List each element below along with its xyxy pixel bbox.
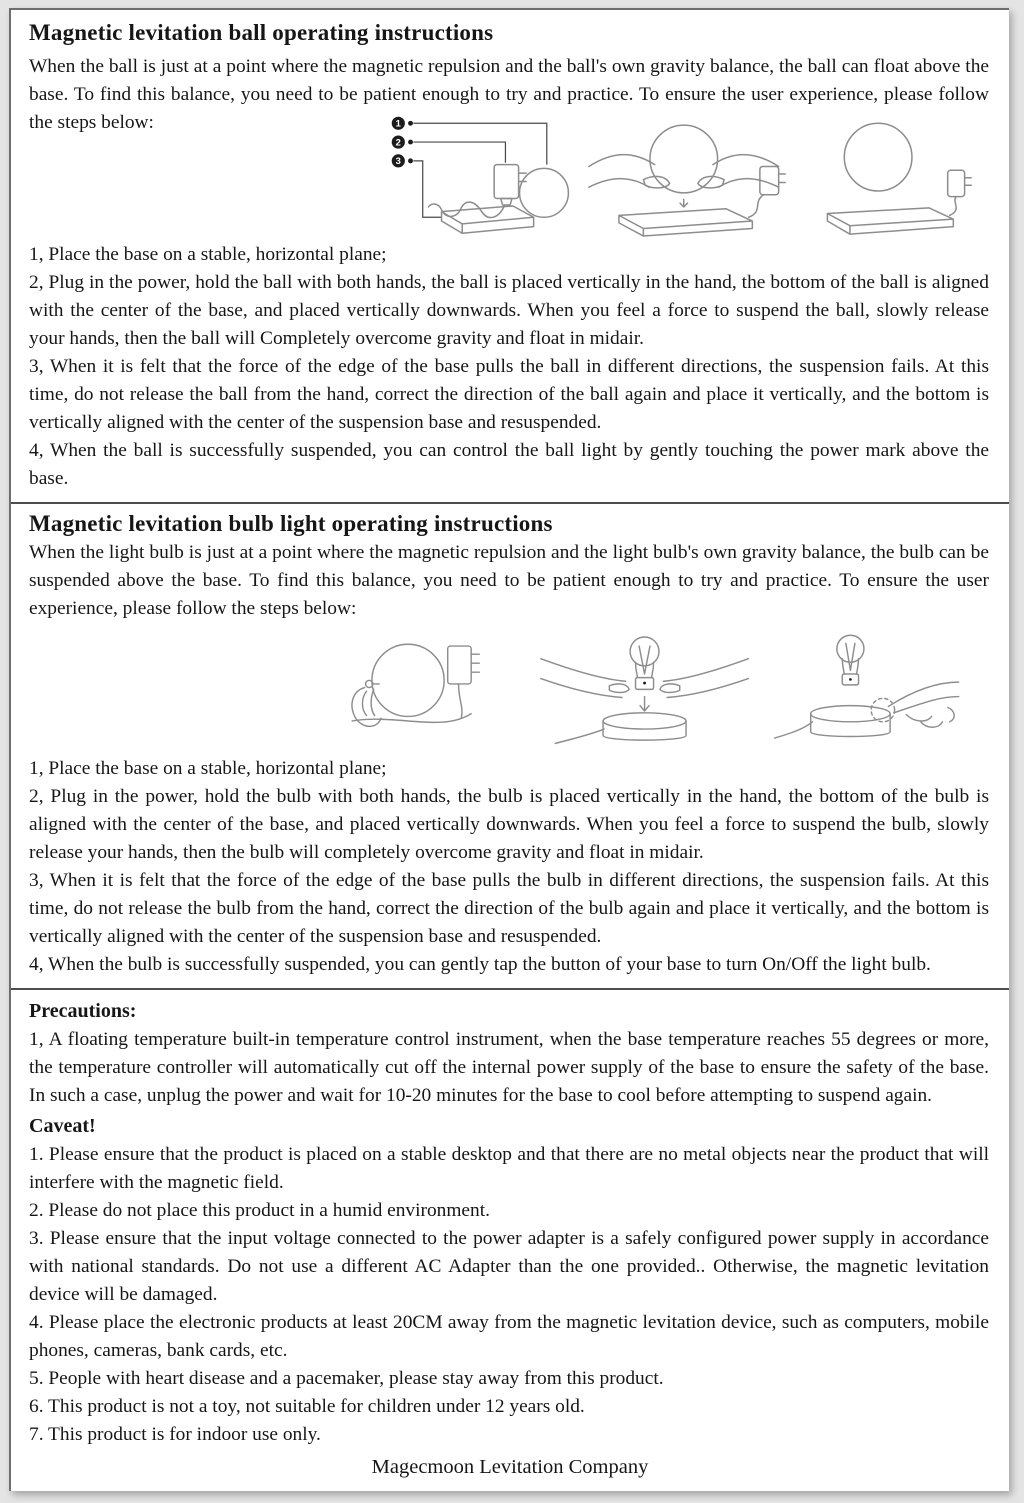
ball-diagrams [387, 111, 989, 237]
pointing-hand-icon [888, 682, 958, 727]
ball-intro-paragraph: When the ball is just at a point where the magnetic repulsion and the ball's own gravity balance, the ball can float above the base. To find this balance, you need to be patient enough to try and practice. To ensure the user experience, please follow the steps below: [29, 56, 989, 133]
left-hand-icon [541, 659, 629, 698]
right-hand-icon [698, 155, 779, 188]
round-base-icon [603, 713, 686, 740]
ball-step-1: 1, Place the base on a stable, horizontal plane; [29, 244, 387, 265]
base-box-icon [827, 208, 953, 234]
power-adapter-icon [948, 170, 971, 196]
caveat-heading: Caveat! [29, 1115, 96, 1137]
section-divider [11, 988, 1009, 990]
manual-page [9, 8, 1009, 1491]
bulb-step-3: 3, When it is felt that the force of the edge of the base pulls the bulb in different directions, the suspension fails. At this time, do not release the bulb from the hand, correct the direction of the bulb again and place it vertically, and the bottom is vertically aligned with the center of the suspension base and resuspended. [29, 870, 989, 947]
ball-parts-setup-diagram [387, 112, 575, 237]
power-cable-icon [555, 729, 604, 743]
round-base-icon [372, 644, 444, 716]
caveat-item-3: 3. Please ensure that the input voltage connected to the power adapter is a safely configured power supply in accordance with national standards. Do not use a different AC Adapter than the one provided.. Otherwise, the magnetic levitation device will be damaged. [29, 1228, 989, 1305]
caveat-item-5: 5. People with heart disease and a pacemaker, please stay away from this product. [29, 1368, 664, 1389]
callout-2-label: 2 [395, 136, 401, 148]
section-divider [11, 502, 1009, 504]
light-bulb-icon [630, 637, 659, 689]
ball-section-title: Magnetic levitation ball operating instructions [29, 20, 494, 45]
levitation-ball-icon [520, 168, 569, 217]
power-adapter-icon [448, 646, 480, 718]
caveat-item-7: 7. This product is for indoor use only. [29, 1424, 321, 1445]
power-cable-icon [950, 197, 957, 216]
caveat-item-1: 1. Please ensure that the product is placed on a stable desktop and that there are no metal objects near the product that will interfere with the magnetic field. [29, 1144, 989, 1193]
base-box-icon [442, 206, 534, 233]
bulb-plug-in-diagram [325, 628, 519, 748]
power-cable-icon [749, 195, 764, 218]
hold-bulb-over-base-diagram [539, 628, 751, 748]
down-arrow-icon [640, 697, 649, 711]
callout-1-label: 1 [395, 117, 401, 129]
levitation-ball-icon [844, 123, 912, 191]
callout-badges [392, 117, 413, 168]
bulb-step-2: 2, Plug in the power, hold the bulb with both hands, the bulb is placed vertically in the hand, the bottom of the bulb is aligned with the center of the base, and placed vertically downwards. When you feel a force to suspend the bulb, slowly release your hands, then the bulb will completely overcome gravity and float in midair. [29, 786, 989, 863]
bulb-section-title: Magnetic levitation bulb light operating instructions [29, 511, 553, 536]
precautions-heading: Precautions: [29, 1000, 137, 1022]
light-bulb-icon [837, 635, 864, 685]
bulb-intro-paragraph: When the light bulb is just at a point where the magnetic repulsion and the light bulb's own gravity balance, the bulb can be suspended above the base. To find this balance, you need to be patient enough to try and practice. To ensure the user experience, please follow the steps below: [29, 542, 989, 619]
bulb-diagrams [325, 626, 989, 748]
bulb-step-1: 1, Place the base on a stable, horizontal plane; [29, 758, 387, 779]
bulb-step-4: 4, When the bulb is successfully suspended, you can gently tap the button of your base to turn On/Off the light bulb. [29, 954, 931, 975]
levitation-ball-icon [650, 125, 718, 193]
caveat-item-2: 2. Please do not place this product in a humid environment. [29, 1200, 490, 1221]
callout-3-label: 3 [395, 155, 401, 167]
caveat-item-6: 6. This product is not a toy, not suitable for children under 12 years old. [29, 1396, 585, 1417]
left-hand-icon [589, 155, 670, 188]
company-footer: Magecmoon Levitation Company [371, 1456, 649, 1478]
ball-step-3: 3, When it is felt that the force of the edge of the base pulls the ball in different directions, the suspension fails. At this time, do not release the ball from the hand, correct the direction of the ball again and place it vertically, and the bottom is vertically aligned with the center of the suspension base and resuspended. [29, 356, 989, 433]
round-base-icon [811, 706, 890, 737]
down-arrow-icon [680, 199, 688, 207]
bulb-tap-button-diagram [771, 628, 965, 748]
hold-ball-over-base-diagram [587, 112, 789, 237]
base-box-icon [619, 209, 752, 236]
ball-step-4: 4, When the ball is successfully suspended, you can control the ball light by gently touching the power mark above the base. [29, 440, 989, 489]
right-hand-icon [660, 659, 748, 698]
ball-floating-diagram [801, 112, 975, 237]
power-cable-icon [775, 722, 813, 738]
ball-step-2: 2, Plug in the power, hold the ball with both hands, the ball is placed vertically in the hand, the bottom of the ball is aligned with the center of the base, and placed vertically downwards. When you feel a force to suspend the ball, slowly release your hands, then the ball will Completely overcome gravity and float in midair. [29, 272, 989, 349]
table-line-icon [352, 714, 471, 723]
caveat-item-4: 4. Please place the electronic products at least 20CM away from the magnetic levitation device, such as computers, mobile phones, cameras, bank cards, etc. [29, 1312, 989, 1361]
precautions-body: 1, A floating temperature built-in temperature control instrument, when the base temperature reaches 55 degrees or more, the temperature controller will automatically cut off the internal power supply of the base to ensure the safety of the base. In such a case, unplug the power and wait for 10-20 minutes for the base to cool before attempting to suspend again. [29, 1029, 989, 1106]
